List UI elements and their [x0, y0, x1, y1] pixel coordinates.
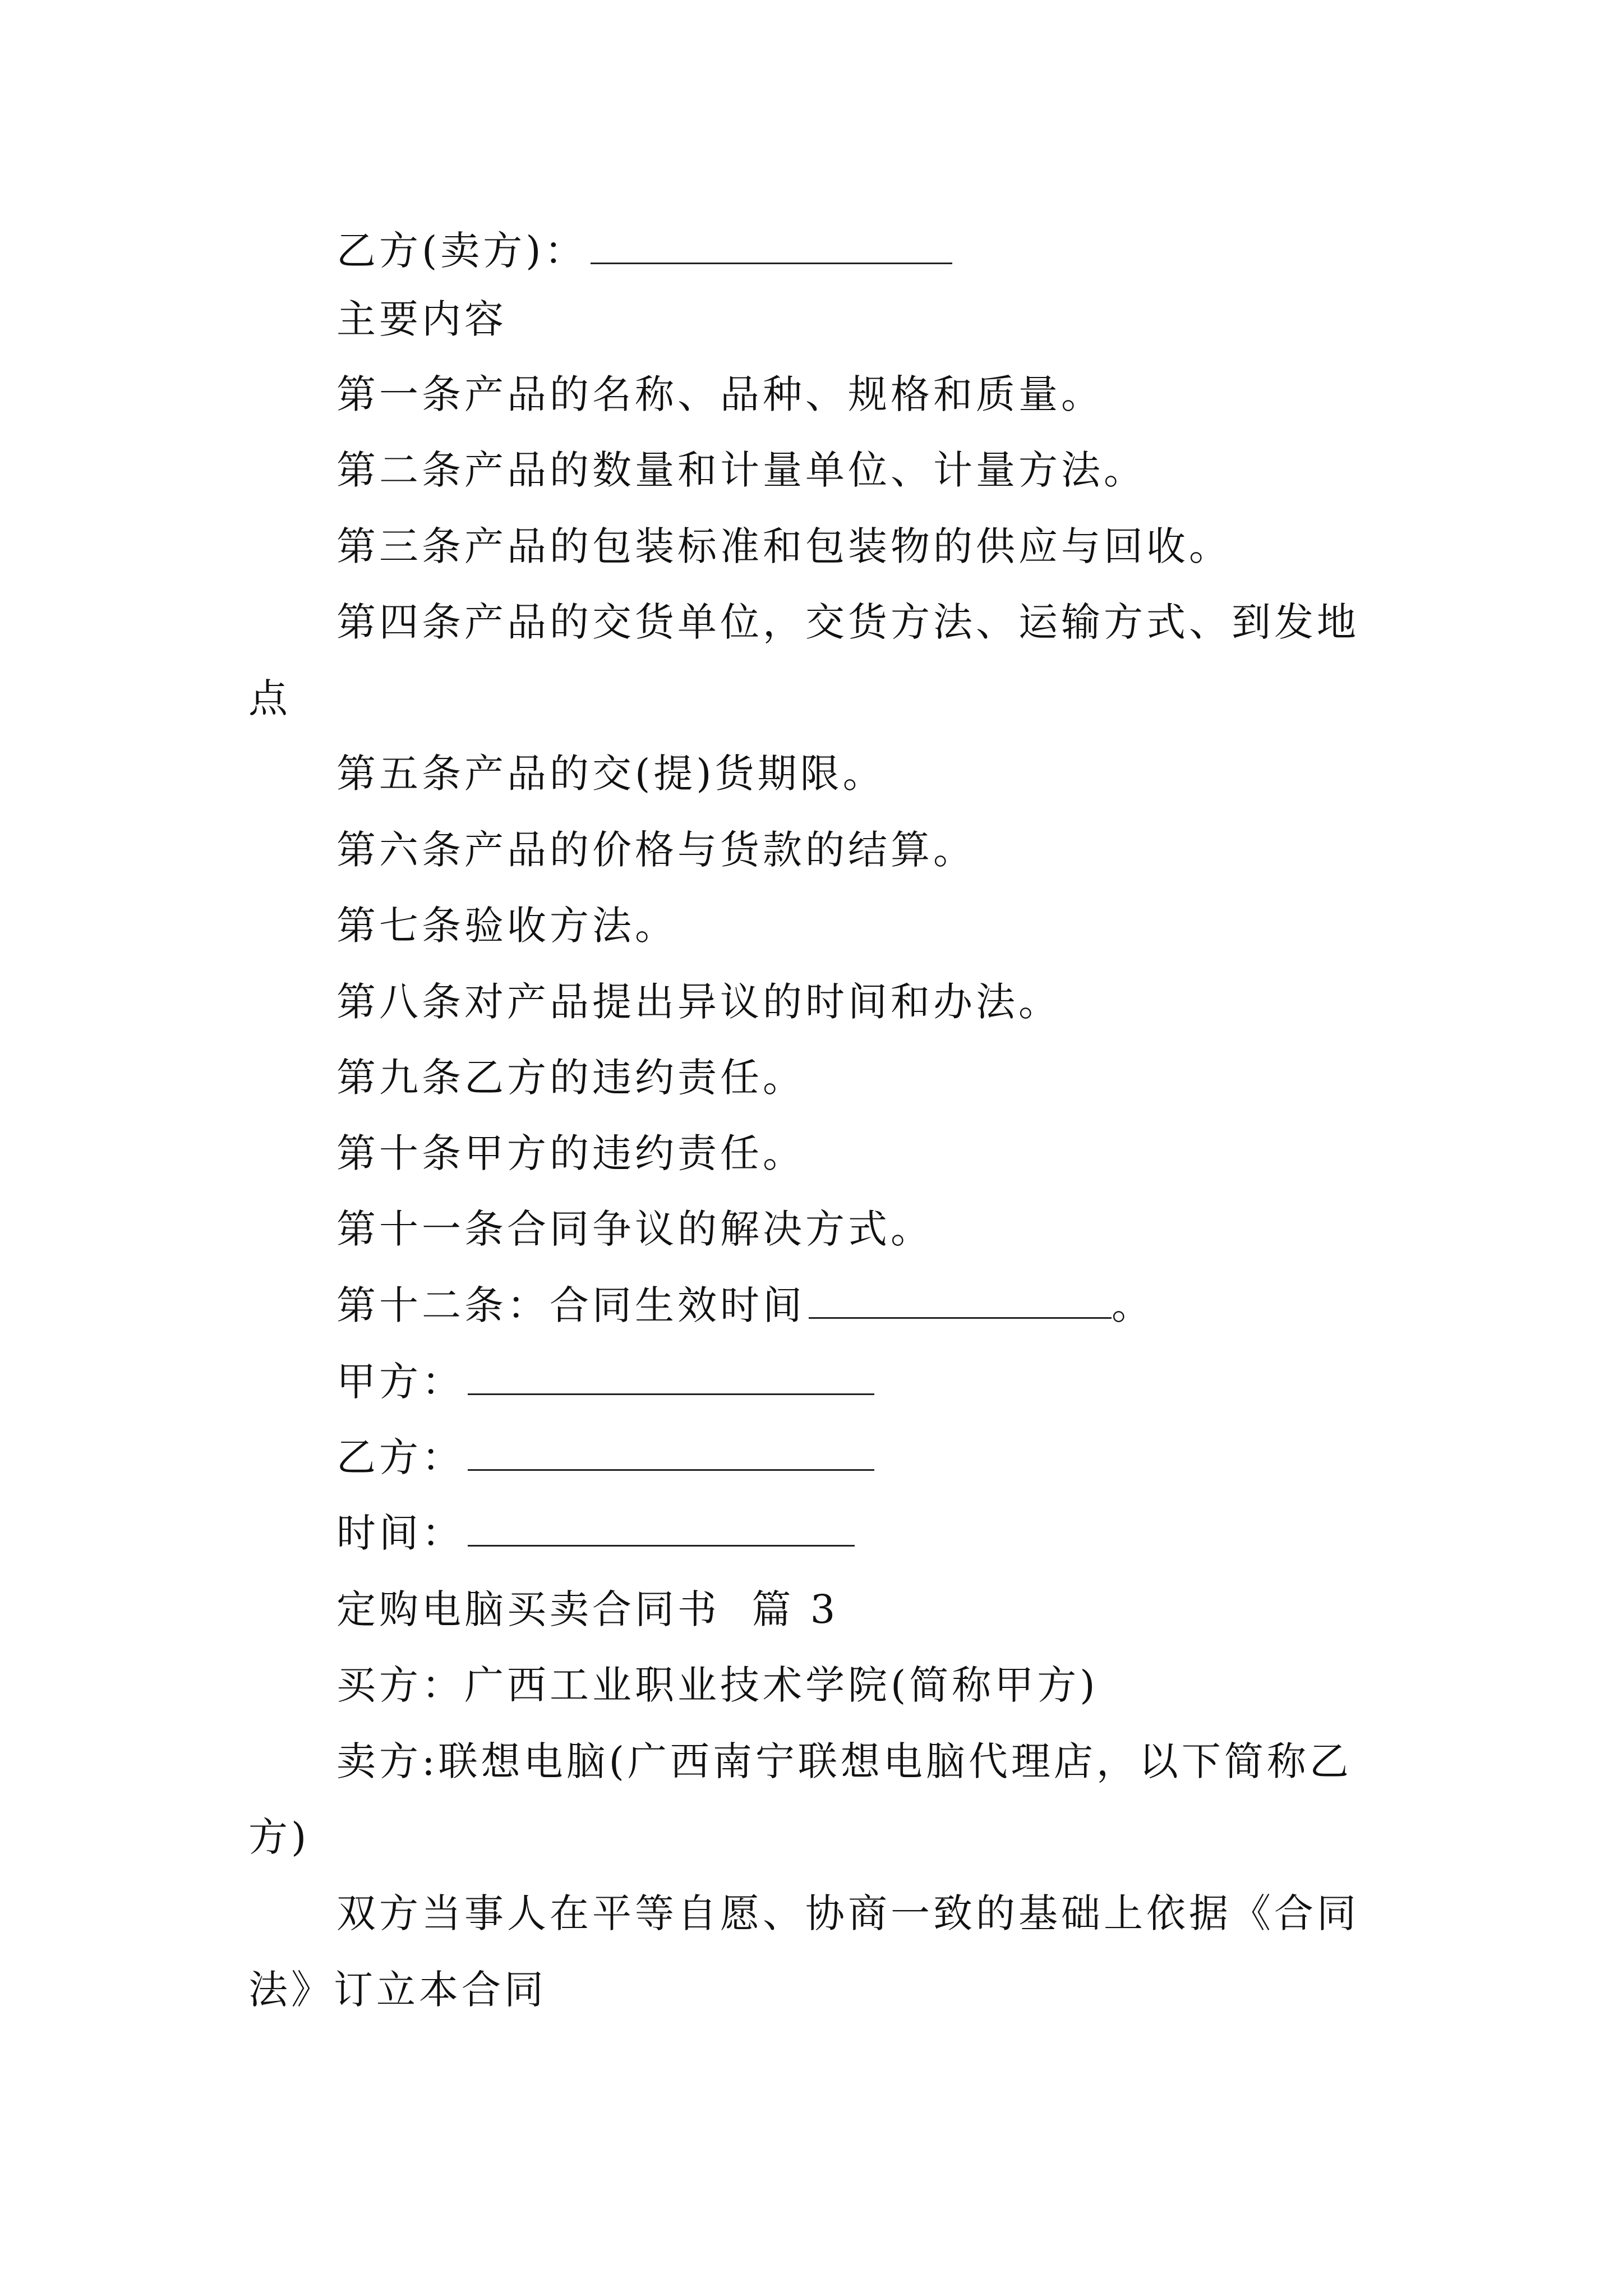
party-b-signature-line	[336, 1432, 874, 1483]
article-12-label: 第十二条：合同生效时间	[336, 1282, 805, 1328]
party-a-label: 甲方：	[336, 1359, 464, 1405]
effective-time-blank	[809, 1283, 1112, 1319]
party-b-label: 乙方：	[336, 1434, 464, 1480]
article-2: 第二条产品的数量和计量单位、计量方法。	[336, 447, 1146, 493]
article-4-line-2: 点	[248, 675, 291, 721]
article-11: 第十一条合同争议的解决方式。	[336, 1206, 933, 1252]
buyer-line: 买方：广西工业职业技术学院(简称甲方)	[336, 1662, 1099, 1708]
section-3-title: 定购电脑买卖合同书 篇 3	[336, 1586, 839, 1632]
seller-line-2: 方)	[248, 1814, 310, 1860]
party-a-signature-line	[336, 1356, 874, 1407]
article-8: 第八条对产品提出异议的时间和办法。	[336, 979, 1061, 1025]
article-1: 第一条产品的名称、品种、规格和质量。	[336, 371, 1104, 417]
party-b-blank	[468, 1435, 874, 1471]
article-5: 第五条产品的交(提)货期限。	[336, 751, 886, 797]
main-content-heading: 主要内容	[336, 296, 507, 342]
article-6: 第六条产品的价格与货款的结算。	[336, 827, 976, 873]
article-9: 第九条乙方的违约责任。	[336, 1055, 805, 1101]
intro-line-2: 法》订立本合同	[248, 1967, 547, 2013]
time-label: 时间：	[336, 1510, 464, 1556]
time-blank	[468, 1511, 855, 1547]
article-4-line-1: 第四条产品的交货单位，交货方法、运输方式、到发地	[336, 599, 1359, 645]
seller-party-blank	[591, 229, 952, 264]
seller-party-line	[336, 226, 952, 276]
article-10: 第十条甲方的违约责任。	[336, 1130, 805, 1176]
seller-party-label: 乙方(卖方)：	[336, 228, 587, 274]
seller-line-1: 卖方:联想电脑(广西南宁联想电脑代理店，以下简称乙	[336, 1738, 1352, 1784]
time-signature-line	[336, 1508, 855, 1558]
article-3: 第三条产品的包装标准和包装物的供应与回收。	[336, 523, 1232, 569]
intro-line-1: 双方当事人在平等自愿、协商一致的基础上依据《合同	[336, 1890, 1359, 1936]
party-a-blank	[468, 1360, 874, 1395]
article-12-end: 。	[1112, 1282, 1154, 1328]
article-12	[336, 1280, 1154, 1331]
article-7: 第七条验收方法。	[336, 903, 677, 949]
